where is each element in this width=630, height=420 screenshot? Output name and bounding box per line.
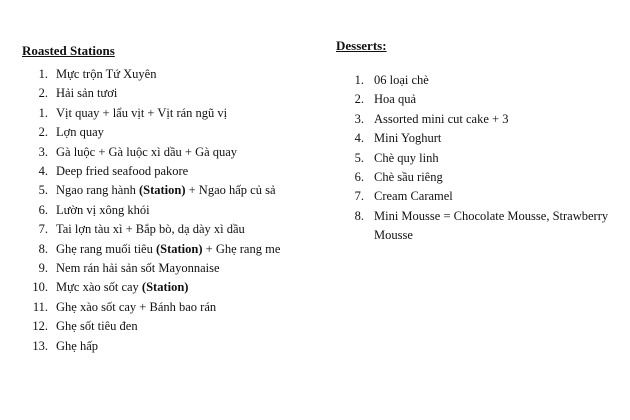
item-text (56, 339, 98, 353)
roasted-stations-list (22, 65, 332, 356)
menu-item (336, 168, 626, 187)
item-number: 3. (354, 111, 364, 126)
menu-item (22, 123, 332, 142)
item-text (374, 151, 439, 165)
item-text-part: Hoa quả (374, 92, 416, 107)
station-tag: (Station) (141, 280, 189, 295)
item-text-part: Assorted mini cut cake + 3 (374, 111, 509, 126)
menu-item (22, 298, 332, 317)
item-number: 4. (354, 131, 364, 146)
item-number: 8. (354, 208, 364, 223)
menu-item (336, 110, 626, 129)
item-text (56, 300, 216, 314)
item-text (56, 319, 138, 333)
item-text (56, 183, 276, 197)
menu-item (22, 162, 332, 181)
menu-item (22, 143, 332, 162)
item-text-part: Ghẹ rang muối tiêu (56, 241, 156, 256)
item-text (56, 242, 280, 256)
item-text-part: Cream Caramel (374, 189, 453, 204)
item-number: 9. (38, 261, 48, 276)
item-number: 1. (354, 73, 364, 87)
item-number: 6. (354, 170, 364, 185)
item-text-part: Mực xào sốt cay (56, 280, 142, 295)
menu-item (336, 187, 626, 206)
desserts-section (336, 38, 626, 246)
item-text (56, 203, 150, 217)
item-text-part: Ghẹ sốt tiêu đen (56, 319, 138, 334)
item-text-part: Vịt quay + lẩu vịt + Vịt rán ngũ vị (56, 105, 228, 120)
item-number: 2. (354, 92, 364, 107)
item-text-part: 06 loại chè (374, 73, 429, 87)
menu-item (22, 65, 332, 84)
item-text (56, 280, 188, 294)
item-number: 12. (32, 319, 48, 334)
item-text (374, 189, 453, 203)
item-number: 2. (38, 86, 48, 101)
item-text-part: Mini Yoghurt (374, 131, 442, 146)
item-number: 1. (38, 105, 48, 120)
menu-item (22, 259, 332, 278)
item-text (56, 164, 188, 178)
menu-item (336, 149, 626, 168)
station-tag: (Station) (155, 241, 203, 256)
item-text-part: Gà luộc + Gà luộc xì dầu + Gà quay (56, 144, 238, 159)
item-text-part: Ghẹ xào sốt cay + Bánh bao rán (56, 299, 217, 314)
item-text (56, 125, 104, 139)
item-text-part: Hải sản tươi (56, 86, 118, 101)
menu-item (22, 240, 332, 259)
item-text-part: Lợn quay (56, 125, 104, 140)
item-text-part: Chè quy linh (374, 150, 439, 165)
item-text-part: + Ngao hấp củ sả (185, 183, 276, 198)
desserts-heading: Desserts: (336, 38, 387, 53)
item-text-part: Ngao rang hành (56, 183, 139, 198)
menu-item (336, 207, 626, 246)
station-tag: (Station) (138, 183, 186, 198)
item-number: 8. (38, 241, 48, 256)
item-text (56, 261, 220, 275)
item-text-part: Deep fried seafood pakore (56, 164, 189, 179)
desserts-list (336, 71, 626, 246)
item-text (56, 67, 156, 81)
item-text-part: Tai lợn tàu xì + Bắp bò, dạ dày xì dầu (56, 222, 245, 237)
item-text-part: Ghẹ hấp (56, 338, 98, 353)
item-text-part: + Ghẹ rang me (202, 241, 281, 256)
item-number: 3. (38, 144, 48, 159)
item-text-part: Mực trộn Tứ Xuyên (56, 67, 157, 81)
menu-item (336, 90, 626, 109)
item-number: 11. (32, 299, 48, 314)
item-text (56, 145, 237, 159)
roasted-stations-section (22, 43, 332, 356)
item-number: 4. (38, 164, 48, 179)
item-number: 5. (38, 183, 48, 198)
menu-item (336, 129, 626, 148)
item-text (374, 73, 429, 87)
item-text (56, 86, 117, 100)
item-number: 5. (354, 150, 364, 165)
item-number: 1. (38, 67, 48, 81)
item-number: 10. (32, 280, 48, 295)
item-text (374, 170, 443, 184)
menu-item (22, 104, 332, 123)
item-number: 6. (38, 202, 48, 217)
item-number: 13. (32, 338, 48, 353)
item-number: 2. (38, 125, 48, 140)
item-text (374, 112, 508, 126)
roasted-stations-heading: Roasted Stations (22, 43, 115, 58)
item-number: 7. (354, 189, 364, 204)
item-text-part: Nem rán hải sản sốt Mayonnaise (56, 261, 220, 276)
item-text (374, 131, 441, 145)
item-text-part: Chè sầu riêng (374, 170, 443, 185)
menu-item (22, 181, 332, 200)
item-text-part: Lườn vị xông khói (56, 202, 150, 217)
menu-item (22, 84, 332, 103)
menu-item (22, 220, 332, 239)
menu-item (22, 337, 332, 356)
menu-item (22, 317, 332, 336)
item-text-part: Mini Mousse = Chocolate Mousse, Strawberry Mousse (374, 208, 609, 243)
item-text (374, 92, 416, 106)
item-text (56, 222, 245, 236)
menu-item (22, 201, 332, 220)
item-text (56, 106, 227, 120)
item-number: 7. (38, 222, 48, 237)
menu-item (336, 71, 626, 90)
menu-item (22, 278, 332, 297)
item-text (374, 209, 608, 242)
